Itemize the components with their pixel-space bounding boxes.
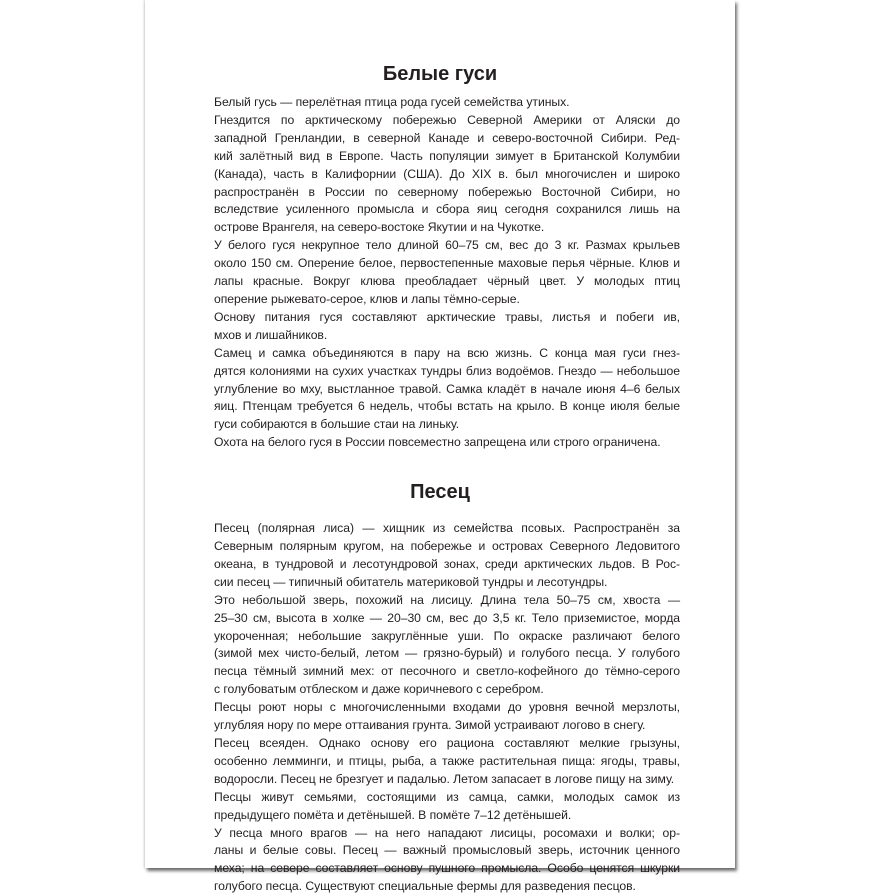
paragraph [200,735,680,789]
paragraph [200,520,680,592]
paragraph [200,789,680,825]
text-line: Это небольшой зверь, похожий на лисицу. Длина тела 50–75 см, хвоста — [214,592,680,607]
text-line: распространён в России по северному побережью Восточной Сибири, но [214,184,680,199]
text-line: яиц. Птенцам требуется 6 недель, чтобы встать на крыло. В конце июля белые [214,399,680,414]
text-line: западной Гренландии, в северной Канаде и северо-восточной Сибири. Ред- [214,130,680,145]
text-line: углубляя нору по мере оттаивания грунта. Зимой устраивают логово в снегу. [214,718,646,733]
text-line: Песец всеяден. Однако основу его рациона составляют мелкие грызуны, [214,736,680,750]
text-line: укороченная; небольшие закруглённые уши. По окраске различают белого [214,628,680,643]
text-line: особенно лемминги, и птицы, рыба, а также растительная пища: ягоды, травы, [214,753,680,768]
text-line: углубление во мху, выстланное травой. Самка кладёт в начале июня 4–6 белых [214,381,680,396]
text-line: Самец и самка объединяются в пару на всю жизнь. С конца мая гуси гнез- [214,345,680,360]
text-line: Песец (полярная лиса) — хищник из семейства псовых. Распространён за [214,521,680,536]
text-line: водоросли. Песец не брезгует и падалью. Летом запасает в логове пищу на зиму. [214,771,675,786]
text-line: кий залётный вид в Европе. Часть популяции зимует в Британской Колумбии [214,148,680,163]
document-page [145,0,735,894]
text-line: дятся колониями на сухих участках тундры близ водоёмов. Гнездо — небольшое [214,363,680,378]
text-line: (Канада), часть в Калифорнии (США). До XIX в. был многочислен и широко [214,166,680,181]
paragraph [200,592,680,699]
section-title: Белые гуси [382,63,498,85]
section-arctic-fox [200,478,680,896]
text-line: Песцы роют норы с многочисленными входами до уровня вечной мерзлоты, [214,700,680,715]
paragraph [200,94,680,112]
text-line: Охота на белого гуся в России повсеместно запрещена или строго ограничена. [214,435,661,450]
section-body [200,94,680,452]
text-line: лапы красные. Вокруг клюва преобладает чёрный цвет. У молодых птиц [214,274,680,289]
section-title: Песец [410,481,470,504]
paragraph [200,345,680,435]
text-line: меха; на севере составляет основу пушного промысла. Особо ценятся шкурки [214,861,680,876]
text-line: голубого песца. Существуют специальные фермы для разведения песцов. [214,879,636,894]
paragraph [200,237,680,309]
text-line: песца тёмный зимний мех: от песочного и светло-кофейного до тёмно-серого [214,664,680,679]
paragraph [200,434,680,452]
text-line: (зимой мех чисто-белый, летом — грязно-бурый) и голубого песца. У голубого [214,646,680,661]
text-line: гуси собираются в большие стаи на линьку. [214,417,460,432]
text-line: Белый гусь — перелётная птица рода гусей семейства утиных. [214,95,570,109]
text-line: ланы и белые совы. Песец — важный промысловый зверь, источник ценного [214,843,680,858]
text-line: Северным полярным кругом, на побережье и островах Северного Ледовитого [214,539,680,554]
text-line: 25–30 см, высота в холке — 20–30 см, вес до 3,5 кг. Тело приземистое, морда [214,610,680,625]
text-line: вследствие усиленного промысла и сбора яиц сегодня сохранился лишь на [214,202,680,217]
paragraph [200,825,680,896]
text-line: мхов и лишайников. [214,327,328,342]
text-line: Песцы живут семьями, состоящими из самца, самки, молодых самок из [214,789,680,804]
text-line: У белого гуся некрупное тело длиной 60–75 см, вес до 3 кг. Размах крыльев [214,238,680,253]
text-line: Гнездится по арктическому побережью Северной Америки от Аляски до [214,112,680,127]
section-snow-goose [200,60,680,452]
paragraph [200,309,680,345]
page-content [200,60,680,896]
text-line: острове Врангеля, на северо-востоке Якутии и на Чукотке. [214,220,545,235]
text-line: с голубоватым отблеском и даже коричневого с серебром. [214,682,544,697]
text-line: предыдущего помёта и детёнышей. В помёте 7–12 детёнышей. [214,807,572,822]
text-line: сии песец — типичный обитатель материковой тундры и лесотундры. [214,574,608,589]
text-line: оперение рыжевато-серое, клюв и лапы тёмно-серые. [214,291,520,306]
paragraph [200,699,680,735]
text-line: океана, в тундровой и лесотундровой зонах, среди арктических льдов. В Рос- [214,556,680,571]
text-line: У песца много врагов — на него нападают лисицы, росомахи и волки; ор- [214,825,680,840]
paragraph [200,112,680,237]
text-line: около 150 см. Оперение белое, первостепенные маховые перья чёрные. Клюв и [214,256,680,271]
section-body [200,520,680,896]
text-line: Основу питания гуся составляют арктические травы, листья и побеги ив, [214,309,680,324]
